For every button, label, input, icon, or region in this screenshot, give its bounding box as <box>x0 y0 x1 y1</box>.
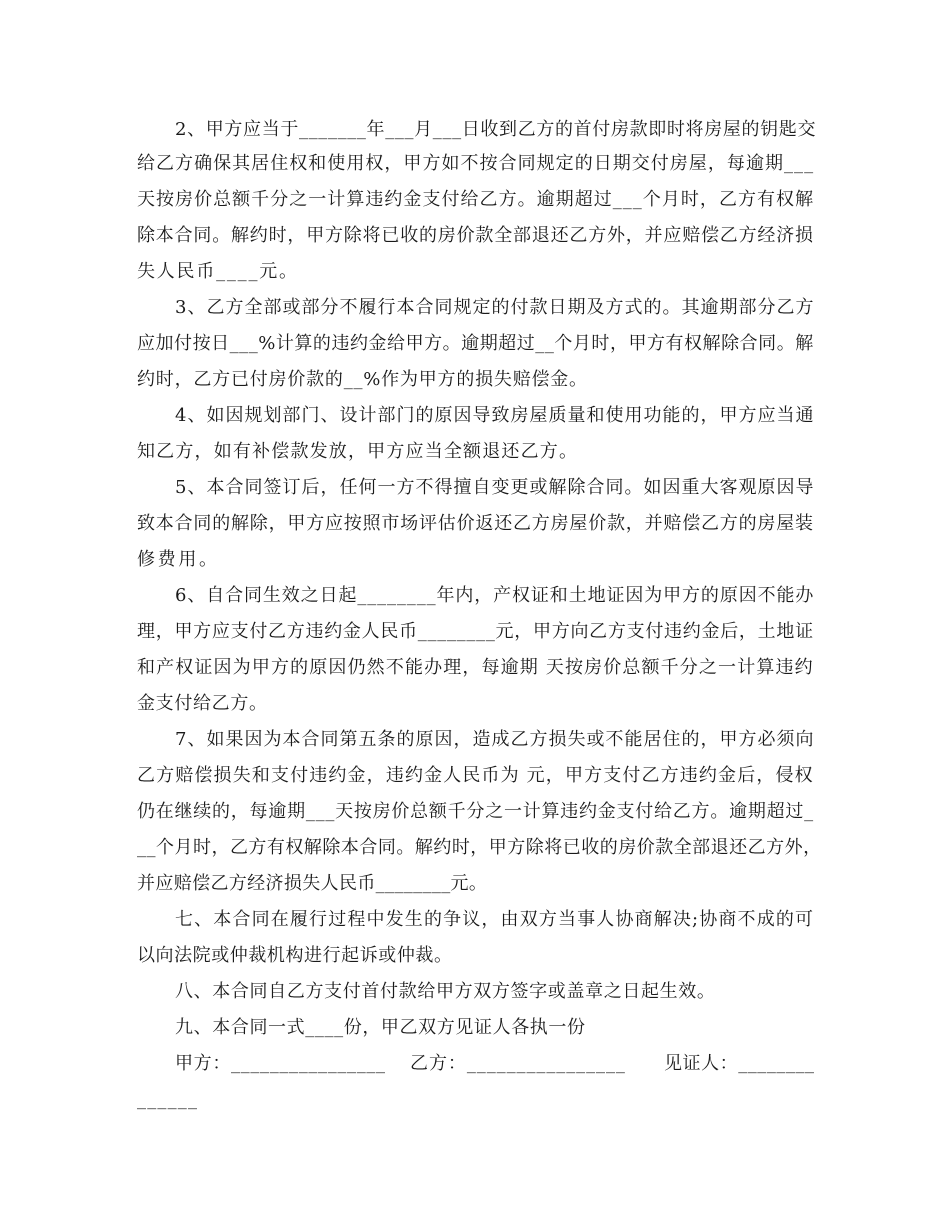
text-line: 给乙方确保其居住权和使用权，甲方如不按合同规定的日期交付房屋，每逾期___ <box>137 153 815 174</box>
text-line: 4、如因规划部门、设计部门的原因导致房屋质量和使用功能的，甲方应当通 <box>175 405 815 426</box>
text-line: 知乙方，如有补偿款发放，甲方应当全额退还乙方。 <box>137 441 579 462</box>
text-line: 八、本合同自乙方支付首付款给甲方双方签字或盖章之日起生效。 <box>175 981 716 1002</box>
text-line: 7、如果因为本合同第五条的原因，造成乙方损失或不能居住的，甲方必须向 <box>175 729 815 750</box>
text-line: 和产权证因为甲方的原因仍然不能办理，每逾期 天按房价总额千分之一计算违约 <box>137 657 814 678</box>
signature-party-a: 甲方：________________ <box>175 1053 386 1074</box>
text-line: 天按房价总额千分之一计算违约金支付给乙方。逾期超过___个月时，乙方有权解 <box>137 189 815 210</box>
text-line: 九、本合同一式____份，甲乙双方见证人各执一份 <box>175 1017 586 1038</box>
text-line: 以向法院或仲裁机构进行起诉或仲裁。 <box>137 945 453 966</box>
text-line: 并应赔偿乙方经济损失人民币________元。 <box>137 873 488 894</box>
text-line: 七、本合同在履行过程中发生的争议，由双方当事人协商解决;协商不成的可 <box>175 909 815 930</box>
text-line: 2、甲方应当于_______年___月___日收到乙方的首付房款即时将房屋的钥匙交 <box>175 119 817 140</box>
text-line: 6、自合同生效之日起________年内，产权证和土地证因为甲方的原因不能办 <box>175 585 815 606</box>
text-line: __个月时，乙方有权解除本合同。解约时，甲方除将已收的房价款全部退还乙方外， <box>137 837 822 858</box>
text-line: 5、本合同签订后，任何一方不得擅自变更或解除合同。如因重大客观原因导 <box>175 477 815 498</box>
text-line: 致本合同的解除，甲方应按照市场评估价返还乙方房屋价款，并赔偿乙方的房屋装 <box>137 513 814 534</box>
text-line: 应加付按日___%计算的违约金给甲方。逾期超过__个月时，甲方有权解除合同。解 <box>137 333 814 354</box>
text-line: 仍在继续的，每逾期___天按房价总额千分之一计算违约金支付给乙方。逾期超过_ <box>137 801 814 822</box>
text-line: 理，甲方应支付乙方违约金人民币________元，甲方向乙方支付违约金后，土地证 <box>137 621 814 642</box>
text-line: 金支付给乙方。 <box>137 693 268 714</box>
signature-witness: 见证人：________ <box>664 1053 815 1074</box>
text-line: 修费用。 <box>137 549 220 570</box>
signature-witness-continued: ______ <box>137 1089 199 1110</box>
text-line: 约时，乙方已付房价款的__%作为甲方的损失赔偿金。 <box>137 369 588 390</box>
text-line: 乙方赔偿损失和支付违约金，违约金人民币为 元，甲方支付乙方违约金后，侵权 <box>137 765 814 786</box>
text-line: 失人民币____元。 <box>137 261 299 282</box>
signature-party-b: 乙方：________________ <box>410 1053 626 1074</box>
text-line: 除本合同。解约时，甲方除将已收的房价款全部退还乙方外，并应赔偿乙方经济损 <box>137 225 814 246</box>
text-line: 3、乙方全部或部分不履行本合同规定的付款日期及方式的。其逾期部分乙方 <box>175 297 815 318</box>
